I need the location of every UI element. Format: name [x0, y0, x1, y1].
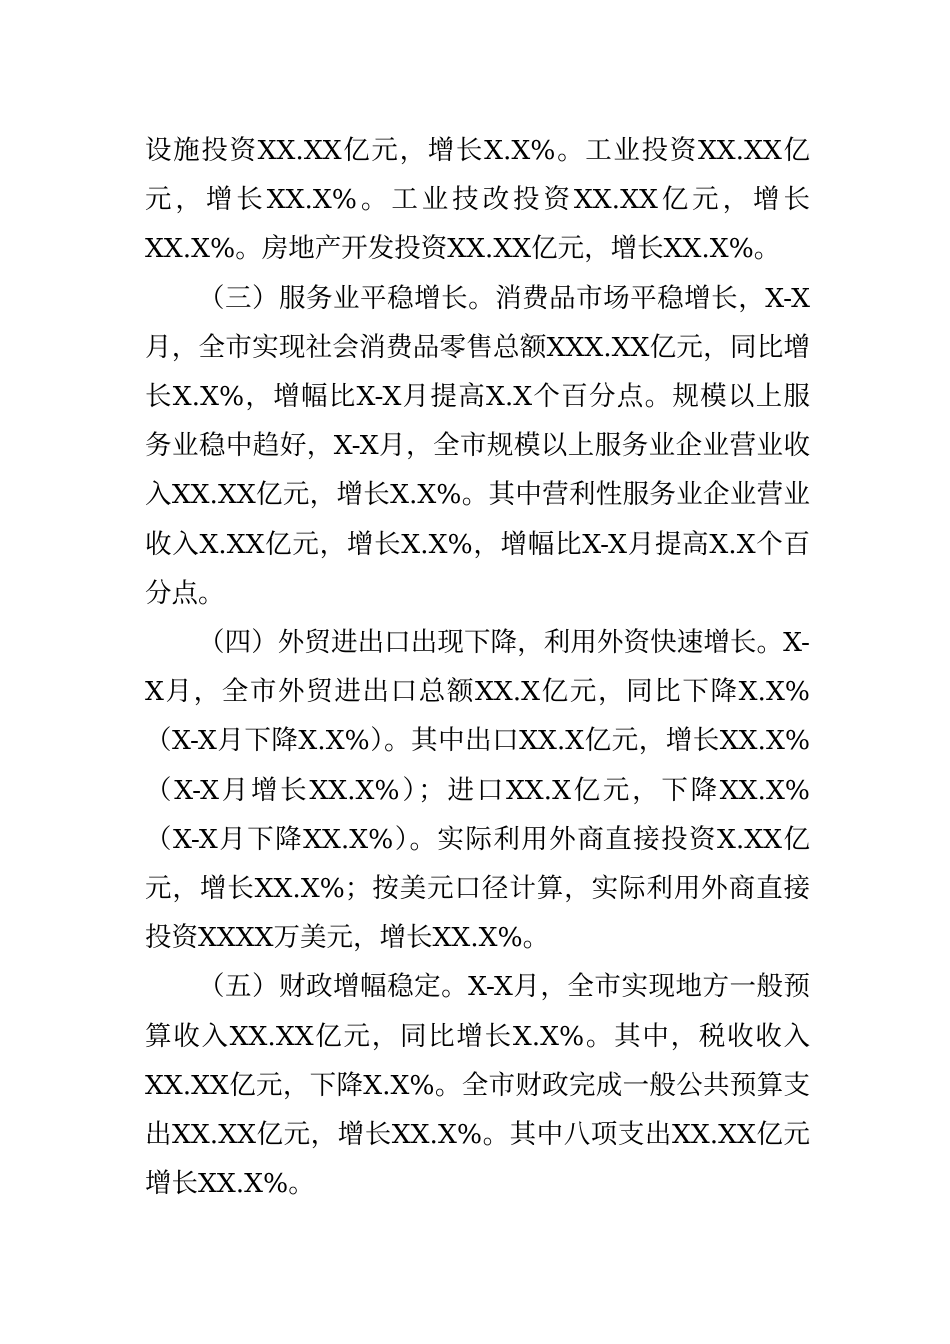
document-body — [145, 126, 810, 1208]
paragraph-services-growth: （三）服务业平稳增长。消费品市场平稳增长，X-X月，全市实现社会消费品零售总额XXX.XX亿元，同比增长X.X%，增幅比X-X月提高X.X个百分点。规模以上服务业稳中趋好，X-X月，全市规模以上服务业企业营业收入XX.XX亿元，增长X.X%。其中营利性服务业企业营业收入X.XX亿元，增长X.X%，增幅比X-X月提高X.X个百分点。 — [145, 282, 810, 609]
paragraph-foreign-trade: （四）外贸进出口出现下降，利用外资快速增长。X-X月，全市外贸进出口总额XX.X亿元，同比下降X.X%（X-X月下降X.X%）。其中出口XX.X亿元，增长XX.X%（X-X月增长XX.X%）；进口XX.X亿元，下降XX.X%（X-X月下降XX.X%）。实际利用外商直接投资X.XX亿元，增长XX.X%；按美元口径计算，实际利用外商直接投资XXXX万美元，增长XX.X%。 — [145, 627, 810, 954]
paragraph-fiscal-revenue: （五）财政增幅稳定。X-X月，全市实现地方一般预算收入XX.XX亿元，同比增长X.X%。其中，税收收入XX.XX亿元，下降X.X%。全市财政完成一般公共预算支出XX.XX亿元，增长XX.X%。其中八项支出XX.XX亿元增长XX.X%。 — [145, 971, 810, 1200]
paragraph-continuation: 设施投资XX.XX亿元，增长X.X%。工业投资XX.XX亿元，增长XX.X%。工业技改投资XX.XX亿元，增长XX.X%。房地产开发投资XX.XX亿元，增长XX.X%。 — [145, 135, 810, 265]
